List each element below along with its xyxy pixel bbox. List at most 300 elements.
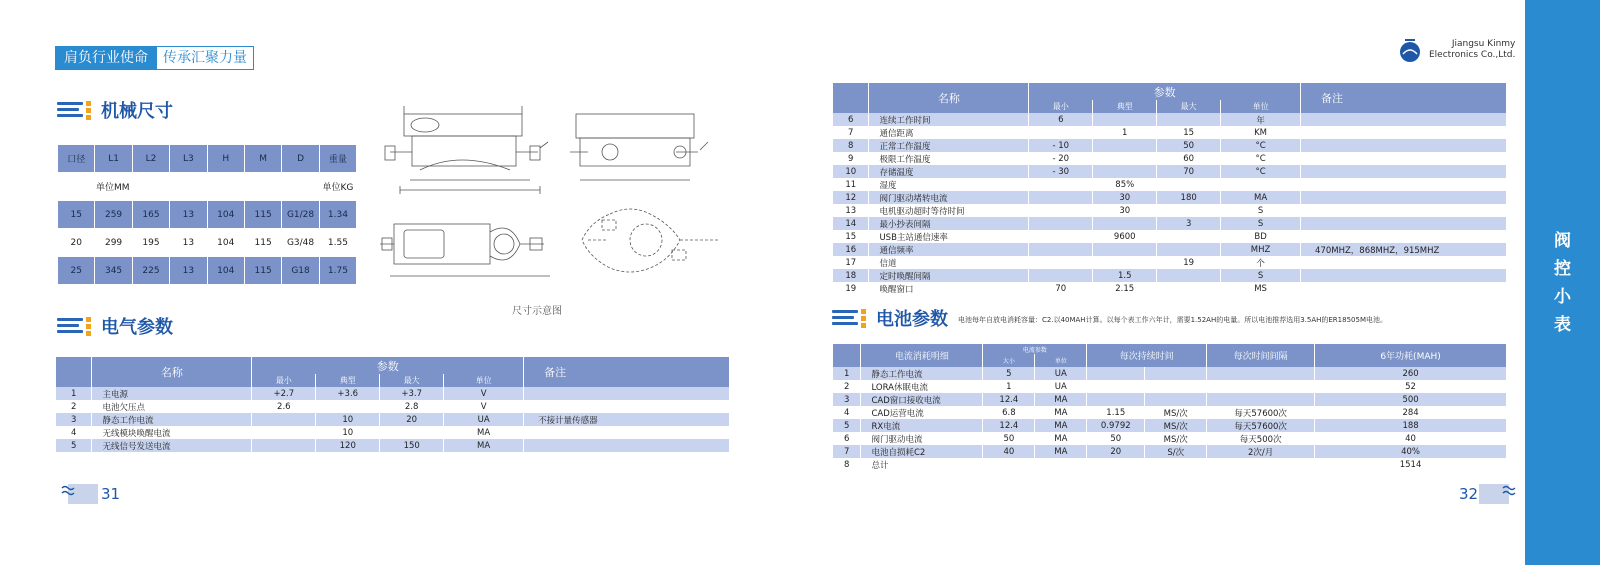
- table-cell: [1157, 269, 1221, 282]
- cell: 195: [132, 229, 169, 257]
- cell: 13: [170, 229, 207, 257]
- table-cell: 无线信号发送电流: [92, 439, 252, 452]
- cell: 1.34: [319, 201, 356, 229]
- banner-slogan-primary: 肩负行业使命: [55, 46, 157, 70]
- logo-line-2: Electronics Co.,Ltd.: [1429, 50, 1516, 60]
- sub-col: 最小: [252, 374, 316, 387]
- table-cell: 通信频率: [869, 243, 1029, 256]
- table-row: [56, 413, 730, 426]
- table-header-cell: 重量: [319, 145, 356, 173]
- table-cell: 存储温度: [869, 165, 1029, 178]
- table-cell: 3: [833, 393, 861, 406]
- battery-note: 电池每年自放电消耗容量：C2.以40MAH计算。以每个表工作六年计，需要1.52AH的电量。所以电池推荐选用3.5AH的ER18505M电池。: [958, 316, 1387, 324]
- table-row: [56, 400, 730, 413]
- table-cell: 5: [833, 419, 861, 432]
- table-cell: 6.8: [983, 406, 1035, 419]
- table-cell: [1093, 139, 1157, 152]
- wave-icon: [60, 482, 100, 504]
- cell: 1.75: [319, 257, 356, 285]
- table-cell: [1207, 393, 1315, 406]
- table-cell: 1: [983, 380, 1035, 393]
- table-cell: 19: [1157, 256, 1221, 269]
- table-cell: [1145, 380, 1207, 393]
- cell: 115: [244, 201, 281, 229]
- table-cell: °C: [1221, 152, 1301, 165]
- table-row: [833, 380, 1507, 393]
- table-cell: 284: [1315, 406, 1507, 419]
- table-cell: 正常工作温度: [869, 139, 1029, 152]
- unit-left: 单位MM: [58, 173, 170, 201]
- table-cell: 10: [316, 426, 380, 439]
- table-row: [56, 387, 730, 400]
- table-cell: 470MHZ，868MHZ，915MHZ: [1301, 243, 1507, 256]
- electrical-table-continued: [833, 83, 1507, 295]
- table-cell: MA: [1035, 393, 1087, 406]
- table-cell: 40: [1315, 432, 1507, 445]
- table-cell: [1145, 367, 1207, 380]
- table-cell: 150: [380, 439, 444, 452]
- sub-col: 大小: [983, 354, 1035, 367]
- table-cell: [1221, 178, 1301, 191]
- table-cell: 6: [1029, 113, 1093, 126]
- table-cell: 40: [983, 445, 1035, 458]
- table-cell: 电池欠压点: [92, 400, 252, 413]
- table-cell: 通信距离: [869, 126, 1029, 139]
- table-row: [833, 204, 1507, 217]
- table-cell: 500: [1315, 393, 1507, 406]
- section-battery: [832, 304, 948, 332]
- section-list-icon: [57, 96, 95, 124]
- table-cell: 1: [56, 387, 92, 400]
- section-list-icon: [57, 312, 95, 340]
- table-row: [58, 257, 357, 285]
- table-cell: V: [444, 400, 524, 413]
- table-row: [56, 439, 730, 452]
- section-electrical: [57, 312, 173, 340]
- table-cell: 7: [833, 445, 861, 458]
- table-cell: [1207, 367, 1315, 380]
- table-cell: 不接计量传感器: [524, 413, 730, 426]
- table-row: [833, 256, 1507, 269]
- table-cell: [1301, 269, 1507, 282]
- table-cell: 每天57600次: [1207, 419, 1315, 432]
- col-note: 备注: [524, 357, 730, 387]
- table-cell: S: [1221, 217, 1301, 230]
- table-cell: 12.4: [983, 419, 1035, 432]
- table-cell: 2.15: [1093, 282, 1157, 295]
- table-cell: MS/次: [1145, 432, 1207, 445]
- table-row: [56, 426, 730, 439]
- table-cell: 0.9792: [1087, 419, 1145, 432]
- section-list-icon: [832, 304, 870, 332]
- table-cell: [1301, 191, 1507, 204]
- col-current-detail: 电流消耗明细: [861, 344, 983, 367]
- side-band-char: 阀: [1554, 231, 1571, 251]
- table-cell: MS/次: [1145, 406, 1207, 419]
- end-view-drawing: [582, 209, 720, 272]
- table-cell: [1301, 178, 1507, 191]
- table-cell: 3: [56, 413, 92, 426]
- table-cell: UA: [1035, 380, 1087, 393]
- table-cell: 信道: [869, 256, 1029, 269]
- table-cell: [1029, 191, 1093, 204]
- side-band-char: 小: [1554, 287, 1571, 307]
- table-cell: [1207, 380, 1315, 393]
- dimension-table: [57, 144, 357, 285]
- cell: 15: [58, 201, 95, 229]
- table-cell: 50: [1157, 139, 1221, 152]
- sub-col: 典型: [1093, 100, 1157, 113]
- table-cell: 年: [1221, 113, 1301, 126]
- table-cell: °C: [1221, 139, 1301, 152]
- table-cell: [1301, 256, 1507, 269]
- col-total: 6年功耗(MAH): [1315, 344, 1507, 367]
- table-cell: BD: [1221, 230, 1301, 243]
- sub-col: 最大: [1157, 100, 1221, 113]
- table-cell: 唤醒窗口: [869, 282, 1029, 295]
- table-cell: 总计: [861, 458, 983, 471]
- cell: G18: [282, 257, 319, 285]
- logo-line-1: Jiangsu Kinmy: [1451, 39, 1516, 49]
- table-cell: 2.6: [252, 400, 316, 413]
- table-cell: 1.15: [1087, 406, 1145, 419]
- page-number-right: 32: [1459, 485, 1479, 503]
- table-cell: 5: [983, 367, 1035, 380]
- table-row: [833, 269, 1507, 282]
- table-cell: 极限工作温度: [869, 152, 1029, 165]
- table-cell: V: [444, 387, 524, 400]
- table-cell: LORA休眠电流: [861, 380, 983, 393]
- table-cell: 1514: [1315, 458, 1507, 471]
- table-cell: 18: [833, 269, 869, 282]
- table-cell: [524, 400, 730, 413]
- table-cell: [1035, 458, 1087, 471]
- cell: 25: [58, 257, 95, 285]
- header-banner: [55, 46, 254, 70]
- table-row: [833, 445, 1507, 458]
- sub-col: 单位: [1221, 100, 1301, 113]
- table-cell: 每天57600次: [1207, 406, 1315, 419]
- table-cell: MA: [1035, 432, 1087, 445]
- cell: 345: [95, 257, 132, 285]
- table-cell: 10: [833, 165, 869, 178]
- table-cell: - 10: [1029, 139, 1093, 152]
- cell: 20: [58, 229, 95, 257]
- table-cell: CAD运营电流: [861, 406, 983, 419]
- electrical-table: [56, 357, 730, 452]
- table-cell: 定时唤醒间隔: [869, 269, 1029, 282]
- table-row: [833, 126, 1507, 139]
- table-cell: [1029, 243, 1093, 256]
- table-cell: [1207, 458, 1315, 471]
- table-cell: 7: [833, 126, 869, 139]
- table-cell: [1301, 126, 1507, 139]
- table-cell: 9600: [1093, 230, 1157, 243]
- table-cell: 85%: [1093, 178, 1157, 191]
- table-row: [833, 282, 1507, 295]
- cell: 13: [170, 257, 207, 285]
- cell: 299: [95, 229, 132, 257]
- cell: 104: [207, 257, 244, 285]
- table-cell: [1157, 204, 1221, 217]
- table-row: [833, 165, 1507, 178]
- table-cell: UA: [1035, 367, 1087, 380]
- table-cell: 2.8: [380, 400, 444, 413]
- table-cell: 3: [1157, 217, 1221, 230]
- table-cell: 40%: [1315, 445, 1507, 458]
- table-cell: 50: [1087, 432, 1145, 445]
- table-cell: 13: [833, 204, 869, 217]
- table-cell: [1301, 113, 1507, 126]
- table-cell: MA: [444, 439, 524, 452]
- table-cell: [1301, 165, 1507, 178]
- table-cell: 14: [833, 217, 869, 230]
- table-cell: [1093, 217, 1157, 230]
- table-cell: 2: [833, 380, 861, 393]
- cell: 104: [207, 201, 244, 229]
- table-cell: MA: [1035, 445, 1087, 458]
- cell: 104: [207, 229, 244, 257]
- table-row: [833, 178, 1507, 191]
- table-cell: 120: [316, 439, 380, 452]
- table-cell: 20: [380, 413, 444, 426]
- table-cell: [983, 458, 1035, 471]
- table-cell: 1: [1093, 126, 1157, 139]
- table-cell: CAD窗口接收电流: [861, 393, 983, 406]
- table-cell: MA: [1035, 406, 1087, 419]
- sub-col: 典型: [316, 374, 380, 387]
- table-cell: [524, 426, 730, 439]
- table-cell: 电池自损耗C2: [861, 445, 983, 458]
- table-cell: 16: [833, 243, 869, 256]
- table-cell: [1093, 165, 1157, 178]
- col-param: 参数: [1029, 83, 1301, 100]
- sub-col: 单位: [444, 374, 524, 387]
- table-cell: [1301, 204, 1507, 217]
- table-cell: 17: [833, 256, 869, 269]
- table-cell: 1: [833, 367, 861, 380]
- table-cell: [524, 387, 730, 400]
- sub-col: 最大: [380, 374, 444, 387]
- table-cell: S: [1221, 204, 1301, 217]
- table-cell: 湿度: [869, 178, 1029, 191]
- table-cell: [1157, 113, 1221, 126]
- page-number-left: 31: [101, 485, 121, 503]
- table-cell: [1157, 230, 1221, 243]
- table-cell: 20: [1087, 445, 1145, 458]
- company-logo: [1397, 36, 1515, 64]
- table-cell: - 20: [1029, 152, 1093, 165]
- table-cell: [1301, 152, 1507, 165]
- table-header-row: [58, 145, 357, 173]
- side-view-drawing: [385, 106, 540, 194]
- table-cell: 12: [833, 191, 869, 204]
- table-cell: 2次/月: [1207, 445, 1315, 458]
- table-cell: 70: [1029, 282, 1093, 295]
- company-emblem-icon: [1397, 36, 1423, 64]
- wave-icon: [1477, 482, 1517, 504]
- table-row: [833, 458, 1507, 471]
- table-cell: 15: [1157, 126, 1221, 139]
- cell: 259: [95, 201, 132, 229]
- table-cell: 电机驱动超时等待时间: [869, 204, 1029, 217]
- table-cell: 阀门驱动堵转电流: [869, 191, 1029, 204]
- unit-right: 单位KG: [319, 173, 356, 201]
- col-param: 参数: [252, 357, 524, 374]
- col-duration: 每次持续时间: [1087, 344, 1207, 367]
- table-cell: 2: [56, 400, 92, 413]
- table-cell: [1029, 178, 1093, 191]
- table-cell: 70: [1157, 165, 1221, 178]
- top-view-drawing: [380, 224, 550, 276]
- table-row: [833, 367, 1507, 380]
- table-header-cell: 口径: [58, 145, 95, 173]
- table-cell: RX电流: [861, 419, 983, 432]
- sub-col: 最小: [1029, 100, 1093, 113]
- cell: G3/48: [282, 229, 319, 257]
- table-cell: [1157, 282, 1221, 295]
- table-cell: [1301, 217, 1507, 230]
- table-row: [833, 393, 1507, 406]
- sub-col: 单位: [1035, 354, 1087, 367]
- table-cell: 188: [1315, 419, 1507, 432]
- table-cell: [1301, 139, 1507, 152]
- table-cell: [380, 426, 444, 439]
- table-row: [58, 201, 357, 229]
- table-cell: [1093, 243, 1157, 256]
- table-cell: 10: [316, 413, 380, 426]
- table-cell: 静态工作电流: [861, 367, 983, 380]
- table-cell: [252, 426, 316, 439]
- table-cell: 8: [833, 139, 869, 152]
- table-cell: [524, 439, 730, 452]
- table-cell: 19: [833, 282, 869, 295]
- table-cell: [1029, 217, 1093, 230]
- table-cell: 静态工作电流: [92, 413, 252, 426]
- table-cell: 60: [1157, 152, 1221, 165]
- table-cell: 6: [833, 432, 861, 445]
- section-title-battery: 电池参数: [876, 309, 948, 330]
- table-cell: [1087, 458, 1145, 471]
- table-cell: [1301, 230, 1507, 243]
- table-cell: 180: [1157, 191, 1221, 204]
- table-cell: 1.5: [1093, 269, 1157, 282]
- drawing-caption: 尺寸示意图: [512, 306, 562, 317]
- table-cell: [1093, 256, 1157, 269]
- table-cell: [1029, 269, 1093, 282]
- table-cell: 4: [56, 426, 92, 439]
- table-cell: [316, 400, 380, 413]
- table-cell: 9: [833, 152, 869, 165]
- table-row: [833, 243, 1507, 256]
- cell: 13: [170, 201, 207, 229]
- section-mechanical: [57, 96, 173, 124]
- side-band-char: 表: [1554, 315, 1571, 335]
- table-cell: 52: [1315, 380, 1507, 393]
- table-cell: [1157, 243, 1221, 256]
- cell: 1.55: [319, 229, 356, 257]
- table-cell: [1087, 393, 1145, 406]
- table-cell: MHZ: [1221, 243, 1301, 256]
- table-cell: [1145, 393, 1207, 406]
- table-row: [833, 406, 1507, 419]
- table-cell: 主电源: [92, 387, 252, 400]
- table-cell: 15: [833, 230, 869, 243]
- col-name: 名称: [869, 83, 1029, 113]
- table-row: [833, 152, 1507, 165]
- table-cell: S/次: [1145, 445, 1207, 458]
- table-cell: USB主站通信速率: [869, 230, 1029, 243]
- table-cell: [1029, 126, 1093, 139]
- table-header-cell: L1: [95, 145, 132, 173]
- table-cell: [1087, 380, 1145, 393]
- section-title-mechanical: 机械尺寸: [101, 101, 173, 122]
- table-header-cell: D: [282, 145, 319, 173]
- table-cell: S: [1221, 269, 1301, 282]
- table-cell: KM: [1221, 126, 1301, 139]
- cell: 115: [244, 257, 281, 285]
- side-band: [1525, 0, 1600, 565]
- table-cell: [1093, 113, 1157, 126]
- table-cell: [1093, 152, 1157, 165]
- table-cell: [1157, 178, 1221, 191]
- table-cell: 每天500次: [1207, 432, 1315, 445]
- table-cell: [1087, 367, 1145, 380]
- dimension-drawing: [380, 100, 730, 290]
- table-cell: [1145, 458, 1207, 471]
- table-header-cell: L2: [132, 145, 169, 173]
- col-name: 名称: [92, 357, 252, 387]
- cell: G1/28: [282, 201, 319, 229]
- table-cell: [1301, 282, 1507, 295]
- table-cell: 无线模块唤醒电流: [92, 426, 252, 439]
- col-note: 备注: [1301, 83, 1507, 113]
- table-row: [58, 229, 357, 257]
- table-cell: 5: [56, 439, 92, 452]
- table-row: [833, 139, 1507, 152]
- table-cell: 阀门驱动电流: [861, 432, 983, 445]
- table-cell: 30: [1093, 204, 1157, 217]
- table-cell: - 30: [1029, 165, 1093, 178]
- cell: 165: [132, 201, 169, 229]
- table-cell: °C: [1221, 165, 1301, 178]
- table-cell: +3.7: [380, 387, 444, 400]
- table-cell: [1029, 256, 1093, 269]
- table-cell: MA: [444, 426, 524, 439]
- table-cell: MS: [1221, 282, 1301, 295]
- battery-table: [833, 344, 1507, 471]
- banner-slogan-secondary: 传承汇聚力量: [157, 46, 254, 70]
- table-cell: 12.4: [983, 393, 1035, 406]
- table-cell: +2.7: [252, 387, 316, 400]
- col-current-param: 电流参数: [983, 344, 1087, 354]
- table-cell: [1029, 204, 1093, 217]
- table-cell: [1029, 230, 1093, 243]
- table-cell: UA: [444, 413, 524, 426]
- table-cell: [252, 413, 316, 426]
- table-cell: MS/次: [1145, 419, 1207, 432]
- table-row: [833, 191, 1507, 204]
- section-title-electrical: 电气参数: [101, 317, 173, 338]
- table-cell: 6: [833, 113, 869, 126]
- table-row: [833, 113, 1507, 126]
- table-cell: 4: [833, 406, 861, 419]
- table-header-cell: M: [244, 145, 281, 173]
- table-cell: 8: [833, 458, 861, 471]
- table-row: [833, 432, 1507, 445]
- table-header-cell: L3: [170, 145, 207, 173]
- side-band-char: 控: [1554, 259, 1571, 279]
